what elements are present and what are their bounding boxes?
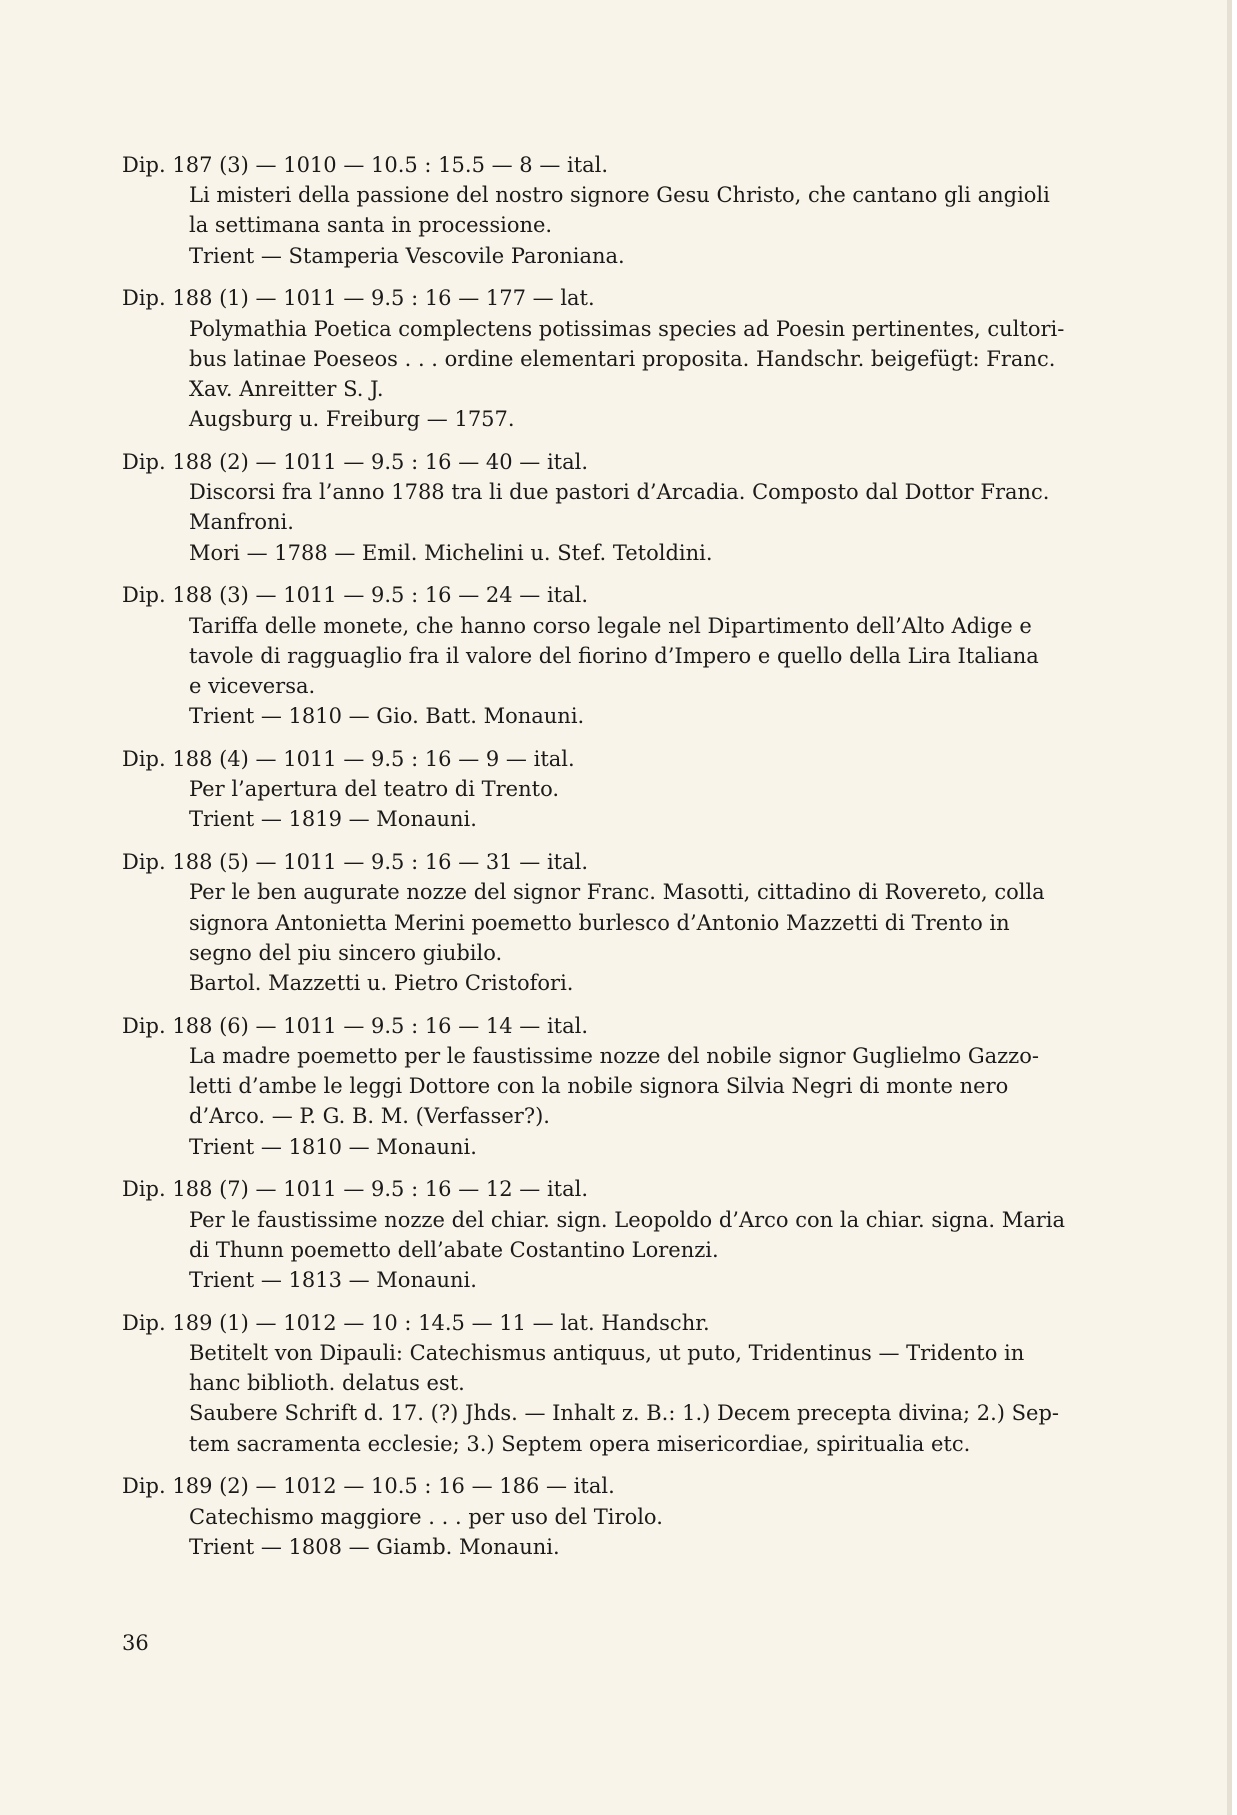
catalog-entry (122, 744, 1117, 835)
entry-description-line: Discorsi fra l’anno 1788 tra li due pastori d’Arcadia. Composto dal Dottor Franc. (189, 480, 1050, 505)
entry-description-line: Catechismo maggiore . . . per uso del Tirolo. (189, 1504, 663, 1529)
entry-header: Dip. 187 (3) — 1010 — 10.5 : 15.5 — 8 — ital. (122, 153, 609, 177)
page-number: 36 (122, 1631, 149, 1655)
entry-description-line: di Thunn poemetto dell’abate Costantino Lorenzi. (189, 1237, 719, 1262)
entry-header: Dip. 188 (6) — 1011 — 9.5 : 16 — 14 — ital. (122, 1013, 589, 1038)
entry-header: Dip. 188 (1) — 1011 — 9.5 : 16 — 177 — lat. (122, 286, 595, 311)
entry-description-line: Trient — 1810 — Gio. Batt. Monauni. (189, 704, 585, 729)
catalog-entry (122, 1308, 1117, 1459)
entry-description-line: Trient — 1813 — Monauni. (189, 1268, 477, 1293)
entry-header: Dip. 189 (1) — 1012 — 10 : 14.5 — 11 — lat. Handschr. (122, 1310, 710, 1335)
entry-description-line: Li misteri della passione del nostro signore Gesu Christo, che cantano gli angioli (189, 183, 1050, 208)
entry-description-line: e viceversa. (189, 674, 316, 699)
entry-description-line: Mori — 1788 — Emil. Michelini u. Stef. Tetoldini. (189, 540, 713, 565)
entry-description-line: Trient — 1808 — Giamb. Monauni. (189, 1534, 560, 1559)
entry-description-line: Bartol. Mazzetti u. Pietro Cristofori. (189, 971, 574, 996)
catalog-entry (122, 1471, 1117, 1562)
entry-description-line: bus latinae Poeseos . . . ordine elementari proposita. Handschr. beigefügt: Franc. (189, 346, 1056, 371)
entry-description-line: Augsburg u. Freiburg — 1757. (189, 407, 515, 432)
catalog-entry (122, 1011, 1117, 1162)
entry-header: Dip. 188 (4) — 1011 — 9.5 : 16 — 9 — ital. (122, 747, 575, 772)
entry-description-line: Tariffa delle monete, che hanno corso legale nel Dipartimento dell’Alto Adige e (189, 613, 1032, 638)
entry-description-line: Xav. Anreitter S. J. (189, 377, 384, 402)
entry-description-line: Saubere Schrift d. 17. (?) Jhds. — Inhalt z. B.: 1.) Decem precepta divina; 2.) Sep- (189, 1401, 1060, 1426)
entry-description-line: Manfroni. (189, 510, 294, 535)
entry-description-line: La madre poemetto per le faustissime nozze del nobile signor Guglielmo Gazzo- (189, 1044, 1039, 1069)
catalog-entry (122, 847, 1117, 998)
entry-description-line: Polymathia Poetica complectens potissimas species ad Poesin pertinentes, cultori- (189, 316, 1065, 341)
entry-description-line: la settimana santa in processione. (189, 213, 553, 238)
entry-description-line: d’Arco. — P. G. B. M. (Verfasser?). (189, 1104, 550, 1129)
page-edge-shadow (1227, 0, 1232, 1815)
catalog-entries (122, 150, 1117, 1575)
entry-description-line: Trient — 1819 — Monauni. (189, 807, 477, 832)
entry-header: Dip. 188 (7) — 1011 — 9.5 : 16 — 12 — ital. (122, 1177, 589, 1202)
entry-description-line: Betitelt von Dipauli: Catechismus antiquus, ut puto, Tridentinus — Tridento in (189, 1341, 1025, 1366)
catalog-entry (122, 150, 1117, 271)
entry-description-line: letti d’ambe le leggi Dottore con la nobile signora Silvia Negri di monte nero (189, 1074, 1009, 1099)
entry-description-line: Trient — Stamperia Vescovile Paroniana. (189, 243, 625, 268)
entry-description-line: Per l’apertura del teatro di Trento. (189, 777, 560, 802)
entry-description-line: hanc biblioth. delatus est. (189, 1371, 465, 1396)
entry-description-line: signora Antonietta Merini poemetto burlesco d’Antonio Mazzetti di Trento in (189, 910, 1010, 935)
entry-description-line: Per le faustissime nozze del chiar. sign. Leopoldo d’Arco con la chiar. signa. Maria (189, 1207, 1065, 1232)
entry-header: Dip. 188 (3) — 1011 — 9.5 : 16 — 24 — ital. (122, 583, 589, 608)
entry-description-line: segno del piu sincero giubilo. (189, 940, 503, 965)
entry-header: Dip. 188 (5) — 1011 — 9.5 : 16 — 31 — ital. (122, 850, 589, 875)
entry-description-line: tem sacramenta ecclesie; 3.) Septem opera misericordiae, spiritualia etc. (189, 1431, 971, 1456)
entry-description-line: Per le ben augurate nozze del signor Franc. Masotti, cittadino di Rovereto, colla (189, 880, 1045, 905)
entry-description-line: tavole di ragguaglio fra il valore del fiorino d’Impero e quello della Lira Italiana (189, 643, 1039, 668)
entry-description-line: Trient — 1810 — Monauni. (189, 1134, 477, 1159)
entry-header: Dip. 188 (2) — 1011 — 9.5 : 16 — 40 — ital. (122, 450, 589, 475)
catalog-entry (122, 1174, 1117, 1295)
catalog-entry (122, 283, 1117, 434)
entry-header: Dip. 189 (2) — 1012 — 10.5 : 16 — 186 — ital. (122, 1474, 615, 1499)
catalog-entry (122, 580, 1117, 731)
catalog-entry (122, 447, 1117, 568)
